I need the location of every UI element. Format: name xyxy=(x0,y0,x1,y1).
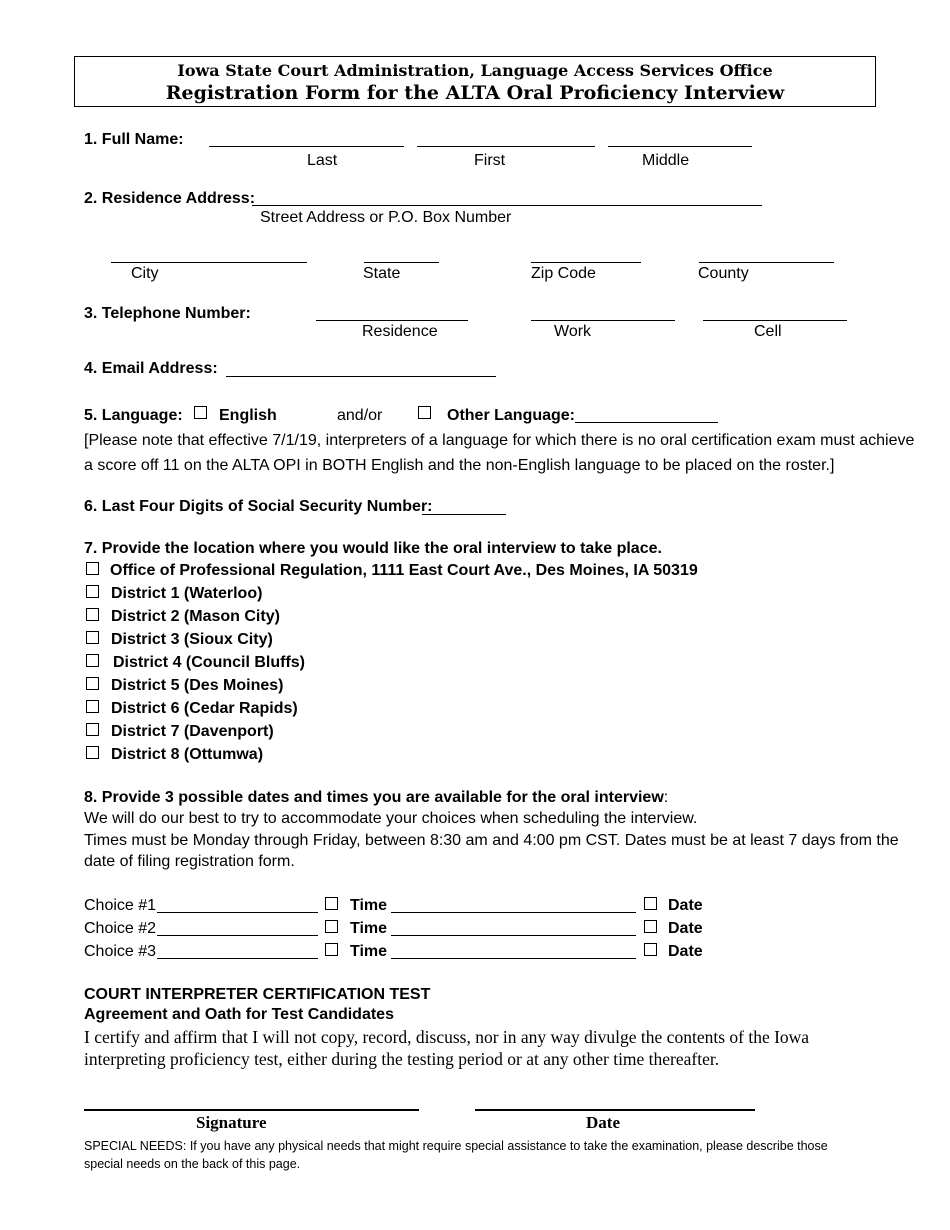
location-checkbox-opr[interactable] xyxy=(86,562,99,575)
dates-heading xyxy=(84,789,668,807)
choice-1-time-checkbox[interactable] xyxy=(325,897,338,910)
choice-2-time-checkbox[interactable] xyxy=(325,920,338,933)
language-note-line1: [Please note that effective 7/1/19, interpreters of a language for which there is no oral certification exam must achieve xyxy=(84,432,915,449)
cell-phone-field[interactable] xyxy=(703,320,847,321)
residence-sublabel: Residence xyxy=(362,323,438,340)
location-option-district-6: District 6 (Cedar Rapids) xyxy=(111,700,298,717)
form-header xyxy=(74,56,876,107)
full-name-label: 1. Full Name: xyxy=(84,131,184,148)
last-sublabel: Last xyxy=(307,152,338,169)
choice-3-date-checkbox[interactable] xyxy=(644,943,657,956)
residence-phone-field[interactable] xyxy=(316,320,468,321)
location-option-district-8: District 8 (Ottumwa) xyxy=(111,746,264,763)
choice-3-time-checkbox[interactable] xyxy=(325,943,338,956)
dates-line1: We will do our best to try to accommodate your choices when scheduling the interview. xyxy=(84,810,698,827)
cert-subtitle: Agreement and Oath for Test Candidates xyxy=(84,1006,394,1023)
location-option-district-3: District 3 (Sioux City) xyxy=(111,631,273,648)
choice-3-time-field[interactable] xyxy=(391,958,636,959)
signature-line[interactable] xyxy=(84,1109,419,1111)
header-office: Iowa State Court Administration, Language Access Services Office xyxy=(177,61,773,80)
location-option-district-2: District 2 (Mason City) xyxy=(111,608,280,625)
and-or-text: and/or xyxy=(337,407,383,424)
county-sublabel: County xyxy=(698,265,749,282)
last-name-field[interactable] xyxy=(209,146,404,147)
location-option-district-4: District 4 (Council Bluffs) xyxy=(113,654,306,671)
ssn-field[interactable] xyxy=(422,514,506,515)
language-label: 5. Language: xyxy=(84,407,183,424)
location-checkbox-district-4[interactable] xyxy=(86,654,99,667)
work-sublabel: Work xyxy=(554,323,592,340)
choice-2-field[interactable] xyxy=(157,935,318,936)
header-title: Registration Form for the ALTA Oral Proficiency Interview xyxy=(165,82,785,104)
telephone-label: 3. Telephone Number: xyxy=(84,305,251,322)
choice-3-time-label: Time xyxy=(350,943,388,960)
location-option-district-5: District 5 (Des Moines) xyxy=(111,677,284,694)
state-field[interactable] xyxy=(364,262,439,263)
choice-3-date-label: Date xyxy=(668,943,703,960)
signature-label: Signature xyxy=(196,1113,267,1132)
choice-1-date-label: Date xyxy=(668,897,703,914)
english-option-label: English xyxy=(219,407,277,424)
special-needs-line1: SPECIAL NEEDS: If you have any physical needs that might require special assistance to take the examination, please describe those xyxy=(84,1139,828,1153)
signature-date-line[interactable] xyxy=(475,1109,755,1111)
city-field[interactable] xyxy=(111,262,307,263)
choice-3-field[interactable] xyxy=(157,958,318,959)
zip-code-field[interactable] xyxy=(531,262,641,263)
other-language-field[interactable] xyxy=(575,422,718,423)
dates-line3: date of filing registration form. xyxy=(84,853,295,870)
choice-2-label: Choice #2 xyxy=(84,920,157,937)
choice-1-label: Choice #1 xyxy=(84,897,157,914)
location-checkbox-district-1[interactable] xyxy=(86,585,99,598)
cert-title: COURT INTERPRETER CERTIFICATION TEST xyxy=(84,986,431,1003)
choice-1-field[interactable] xyxy=(157,912,318,913)
location-option-opr: Office of Professional Regulation, 1111 East Court Ave., Des Moines, IA 50319 xyxy=(110,562,698,579)
language-note-line2: a score off 11 on the ALTA OPI in BOTH English and the non-English language to be placed on the roster.] xyxy=(84,457,835,474)
location-option-district-1: District 1 (Waterloo) xyxy=(111,585,263,602)
choice-2-time-field[interactable] xyxy=(391,935,636,936)
county-field[interactable] xyxy=(699,262,834,263)
choice-1-time-label: Time xyxy=(350,897,388,914)
choice-3-label: Choice #3 xyxy=(84,943,157,960)
dates-line2: Times must be Monday through Friday, between 8:30 am and 4:00 pm CST. Dates must be at least 7 days from the xyxy=(84,832,899,849)
location-checkbox-district-5[interactable] xyxy=(86,677,99,690)
other-language-checkbox[interactable] xyxy=(418,406,431,419)
special-needs-line2: special needs on the back of this page. xyxy=(84,1157,301,1171)
city-sublabel: City xyxy=(131,265,159,282)
first-sublabel: First xyxy=(474,152,506,169)
street-sublabel: Street Address or P.O. Box Number xyxy=(260,209,512,226)
location-checkbox-district-8[interactable] xyxy=(86,746,99,759)
dates-label: 8. Provide 3 possible dates and times you are available for the oral interview xyxy=(84,789,664,806)
choice-2-date-checkbox[interactable] xyxy=(644,920,657,933)
cert-text-line2: interpreting proficiency test, either during the testing period or at any other time thereafter. xyxy=(84,1049,720,1069)
location-checkbox-district-3[interactable] xyxy=(86,631,99,644)
email-field[interactable] xyxy=(226,376,496,377)
ssn-label: 6. Last Four Digits of Social Security Number: xyxy=(84,498,433,515)
dates-label-colon: : xyxy=(663,789,669,806)
cert-text-line1: I certify and affirm that I will not copy, record, discuss, nor in any way divulge the contents of the Iowa xyxy=(84,1027,810,1047)
english-checkbox[interactable] xyxy=(194,406,207,419)
email-label: 4. Email Address: xyxy=(84,360,218,377)
signature-date-label: Date xyxy=(586,1113,620,1132)
state-sublabel: State xyxy=(363,265,401,282)
residence-address-label: 2. Residence Address: xyxy=(84,190,256,207)
choice-2-time-label: Time xyxy=(350,920,388,937)
location-option-district-7: District 7 (Davenport) xyxy=(111,723,274,740)
other-language-label: Other Language: xyxy=(447,407,576,424)
location-checkbox-district-6[interactable] xyxy=(86,700,99,713)
choice-2-date-label: Date xyxy=(668,920,703,937)
choice-1-time-field[interactable] xyxy=(391,912,636,913)
choice-1-date-checkbox[interactable] xyxy=(644,897,657,910)
work-phone-field[interactable] xyxy=(531,320,675,321)
location-checkbox-district-2[interactable] xyxy=(86,608,99,621)
zip-sublabel: Zip Code xyxy=(531,265,596,282)
street-address-field[interactable] xyxy=(252,205,762,206)
location-label: 7. Provide the location where you would like the oral interview to take place. xyxy=(84,540,662,557)
middle-sublabel: Middle xyxy=(642,152,690,169)
middle-name-field[interactable] xyxy=(608,146,752,147)
cell-sublabel: Cell xyxy=(754,323,782,340)
location-checkbox-district-7[interactable] xyxy=(86,723,99,736)
first-name-field[interactable] xyxy=(417,146,595,147)
